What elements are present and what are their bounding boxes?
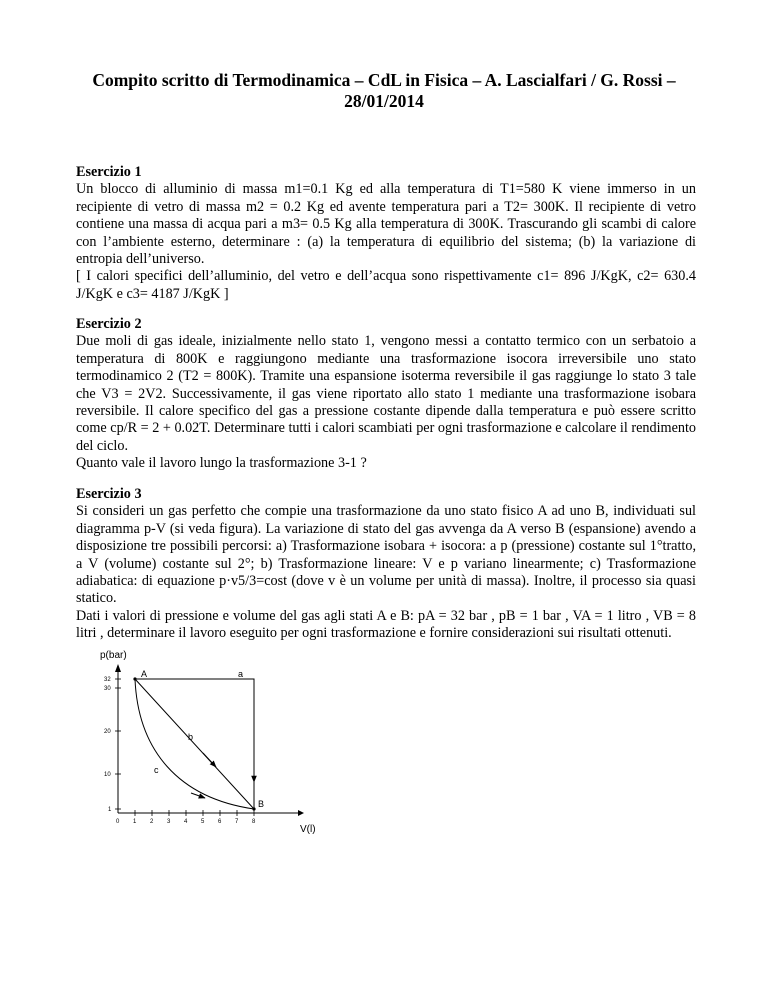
y-tick-10: 10 <box>104 772 111 778</box>
y-tick-20: 20 <box>104 729 111 735</box>
path-b-arrow <box>203 753 216 767</box>
x-tick-7: 7 <box>235 819 239 825</box>
x-tick-2: 2 <box>150 819 154 825</box>
label-B: B <box>258 799 265 809</box>
exercise-3-body: Si consideri un gas perfetto che compie una trasformazione da uno stato fisico A ad uno B, individuati sul diagramma p-V (si veda figura). La variazione di stato del gas avvenga da A verso B (espansione) avendo a disposizione tre possibili percorsi: a) Trasformazione isobara + isocora: a p (pressione) costante sul 1°tratto, a V (volume) costante sul 2°; b) Trasformazione lineare: V e p variano linearmente; c) Trasformazione adiabatica: di equazione p·v5/3=cost (dove v è un volume per unità di massa). Inoltre, il processo sia quasi statico. <box>76 503 696 607</box>
document-title <box>70 70 698 112</box>
exercise-2 <box>76 316 696 473</box>
y-axis-arrow <box>115 664 121 672</box>
pv-diagram <box>100 650 368 840</box>
exercise-2-body: Due moli di gas ideale, inizialmente nello stato 1, vengono messi a contatto termico con un serbatoio a temperatura di 800K e raggiungono mediante una trasformazione isocora irreversibile uno stato termodinamico 2 (T2 = 800K). Tramite una espansione isoterma reversibile il gas raggiunge lo stato 3 tale che V3 = 2V2. Successivamente, il gas viene riportato allo stato 1 mediante una trasformazione isobara reversibile. Il calore specifico del gas a pressione costante dipende dalla temperatura e può essere scritto come cp/R = 2 + 0.02T. Determinare tutti i calori scambiati per ogni trasformazione e calcolare il rendimento del ciclo. <box>76 333 696 454</box>
exercise-2-heading: Esercizio 2 <box>76 316 142 332</box>
exercise-1-note: [ I calori specifici dell’alluminio, del vetro e dell’acqua sono rispettivamente c1= 896 J/KgK, c2= 630.4 J/KgK e c3= 4187 J/KgK ] <box>76 268 696 302</box>
x-tick-5: 5 <box>201 819 205 825</box>
label-A: A <box>141 669 148 679</box>
x-tick-3: 3 <box>167 819 171 825</box>
exercise-3-data: Dati i valori di pressione e volume del gas agli stati A e B: pA = 32 bar , pB = 1 bar , VA = 1 litro , VB = 8 litri , determinare il lavoro eseguito per ogni trasformazione e fornire considerazioni sui risultati ottenuti. <box>76 607 696 642</box>
exercise-2-question: Quanto vale il lavoro lungo la trasformazione 3-1 ? <box>76 455 367 472</box>
title-line-2: 28/01/2014 <box>344 91 424 111</box>
x-axis-label: V(l) <box>300 824 316 835</box>
label-c: c <box>154 765 159 775</box>
point-B <box>252 807 255 810</box>
exercise-1-heading: Esercizio 1 <box>76 164 142 180</box>
x-axis-arrow <box>298 810 304 816</box>
exercise-1 <box>76 164 696 303</box>
x-tick-8: 8 <box>252 819 256 825</box>
exercise-1-body: Un blocco di alluminio di massa m1=0.1 Kg ed alla temperatura di T1=580 K viene immerso in un recipiente di vetro di massa m2 = 0.2 Kg ed avente temperatura pari a T2= 300K. Il recipiente di vetro contiene una massa di acqua pari a m3= 0.5 Kg alla temperatura di 300K. Trascurando gli scambi di calore con l’ambiente esterno, determinare : (a) la temperatura di equilibrio del sistema; (b) la variazione di entropia dell’universo. <box>76 181 696 268</box>
x-tick-4: 4 <box>184 819 188 825</box>
title-line-1: Compito scritto di Termodinamica – CdL in Fisica – A. Lascialfari / G. Rossi – <box>92 70 676 90</box>
y-tick-1: 1 <box>108 807 112 813</box>
exercise-3-heading: Esercizio 3 <box>76 486 142 502</box>
y-tick-32: 32 <box>104 677 111 683</box>
y-tick-30: 30 <box>104 686 111 692</box>
y-axis-label: p(bar) <box>100 650 127 661</box>
point-A <box>133 677 136 680</box>
x-tick-1: 1 <box>133 819 137 825</box>
x-tick-0: 0 <box>116 819 120 825</box>
exercise-3 <box>76 486 696 643</box>
x-tick-6: 6 <box>218 819 222 825</box>
label-b: b <box>188 732 194 742</box>
label-a: a <box>238 669 244 679</box>
